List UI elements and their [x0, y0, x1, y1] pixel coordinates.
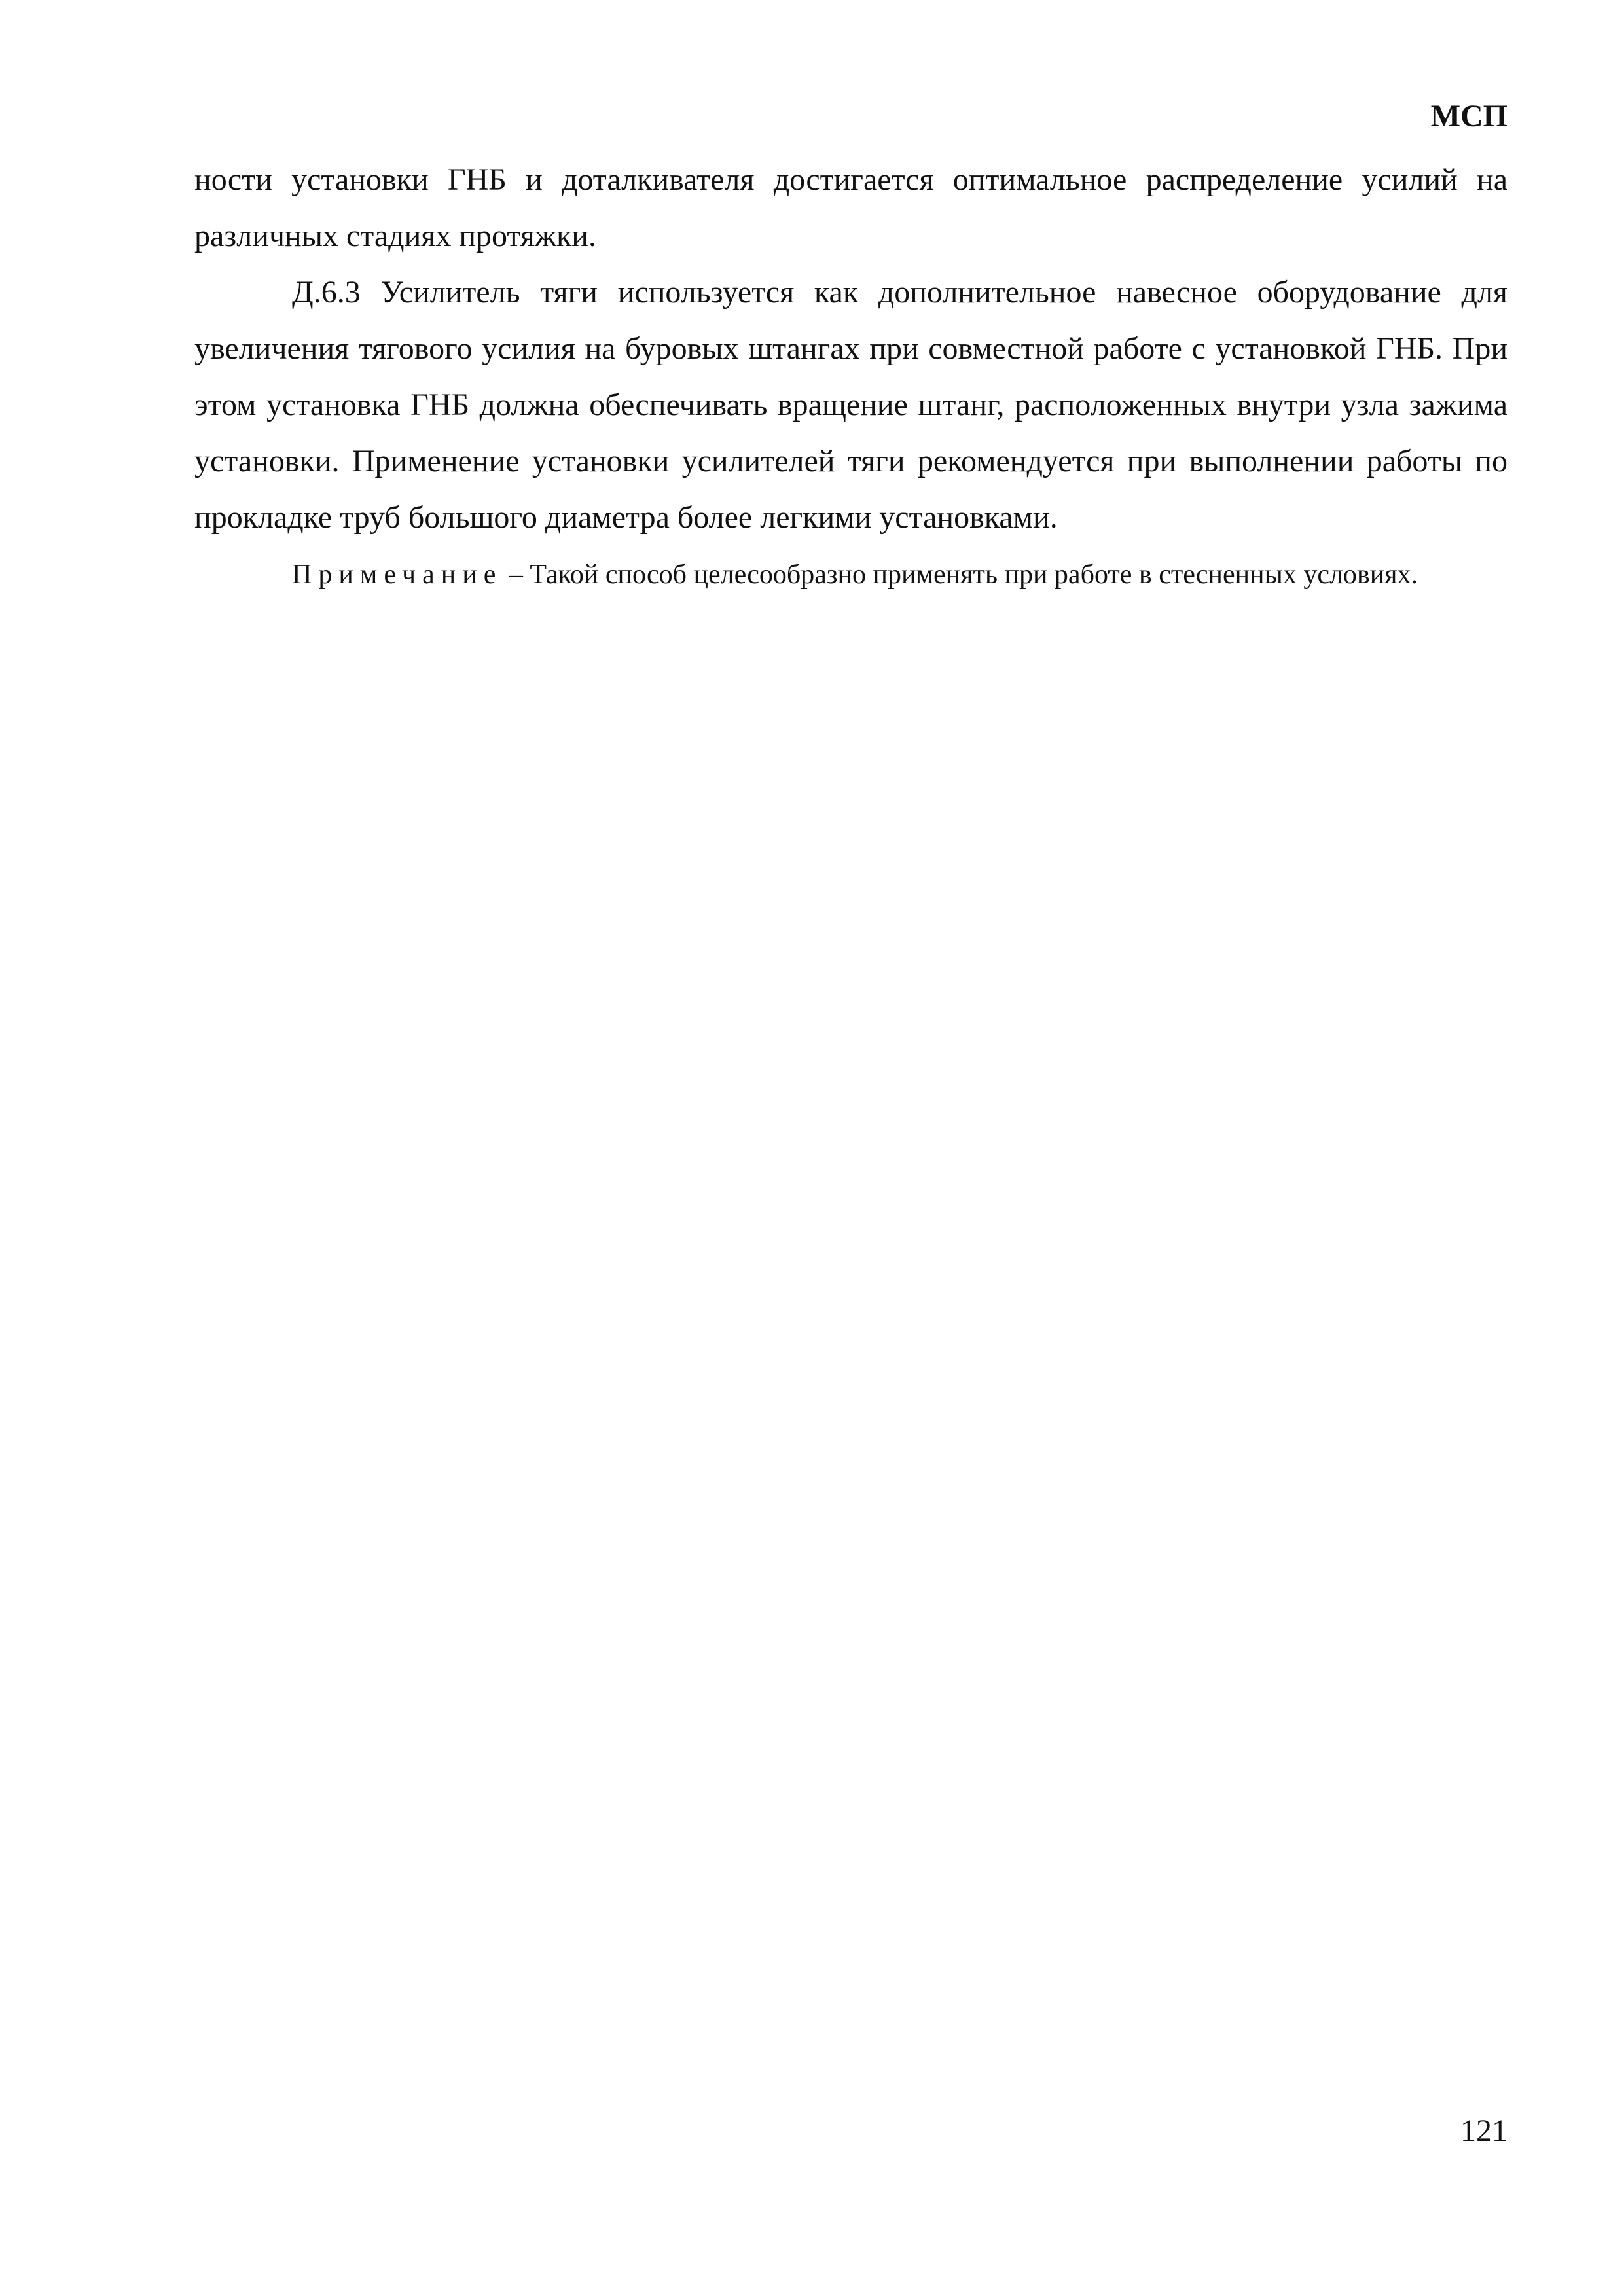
page-number: 121 [1460, 2113, 1507, 2148]
note-label: Примечание [292, 560, 503, 590]
paragraph-d-6-3: Д.6.3 Усилитель тяги используется как дополнительное навесное оборудование для увеличения тягового усилия на буровых штангах при совместной работе с установкой ГНБ. При этом установка ГНБ должна обеспечивать вращение штанг, расположенных внутри узла зажима установки. Применение установки усилителей тяги рекомендуется при выполнении работы по прокладке труб большого диаметра более легкими установками. [194, 275, 1507, 535]
note-paragraph [194, 548, 1507, 601]
document-body [194, 152, 1507, 601]
paragraph-continued: ности установки ГНБ и доталкивателя достигается оптимальное распределение усилий на различных стадиях протяжки. [194, 162, 1507, 253]
document-code-header: МСП [1430, 99, 1507, 134]
note-text: – Такой способ целесообразно применять при работе в стесненных условиях. [502, 560, 1418, 590]
